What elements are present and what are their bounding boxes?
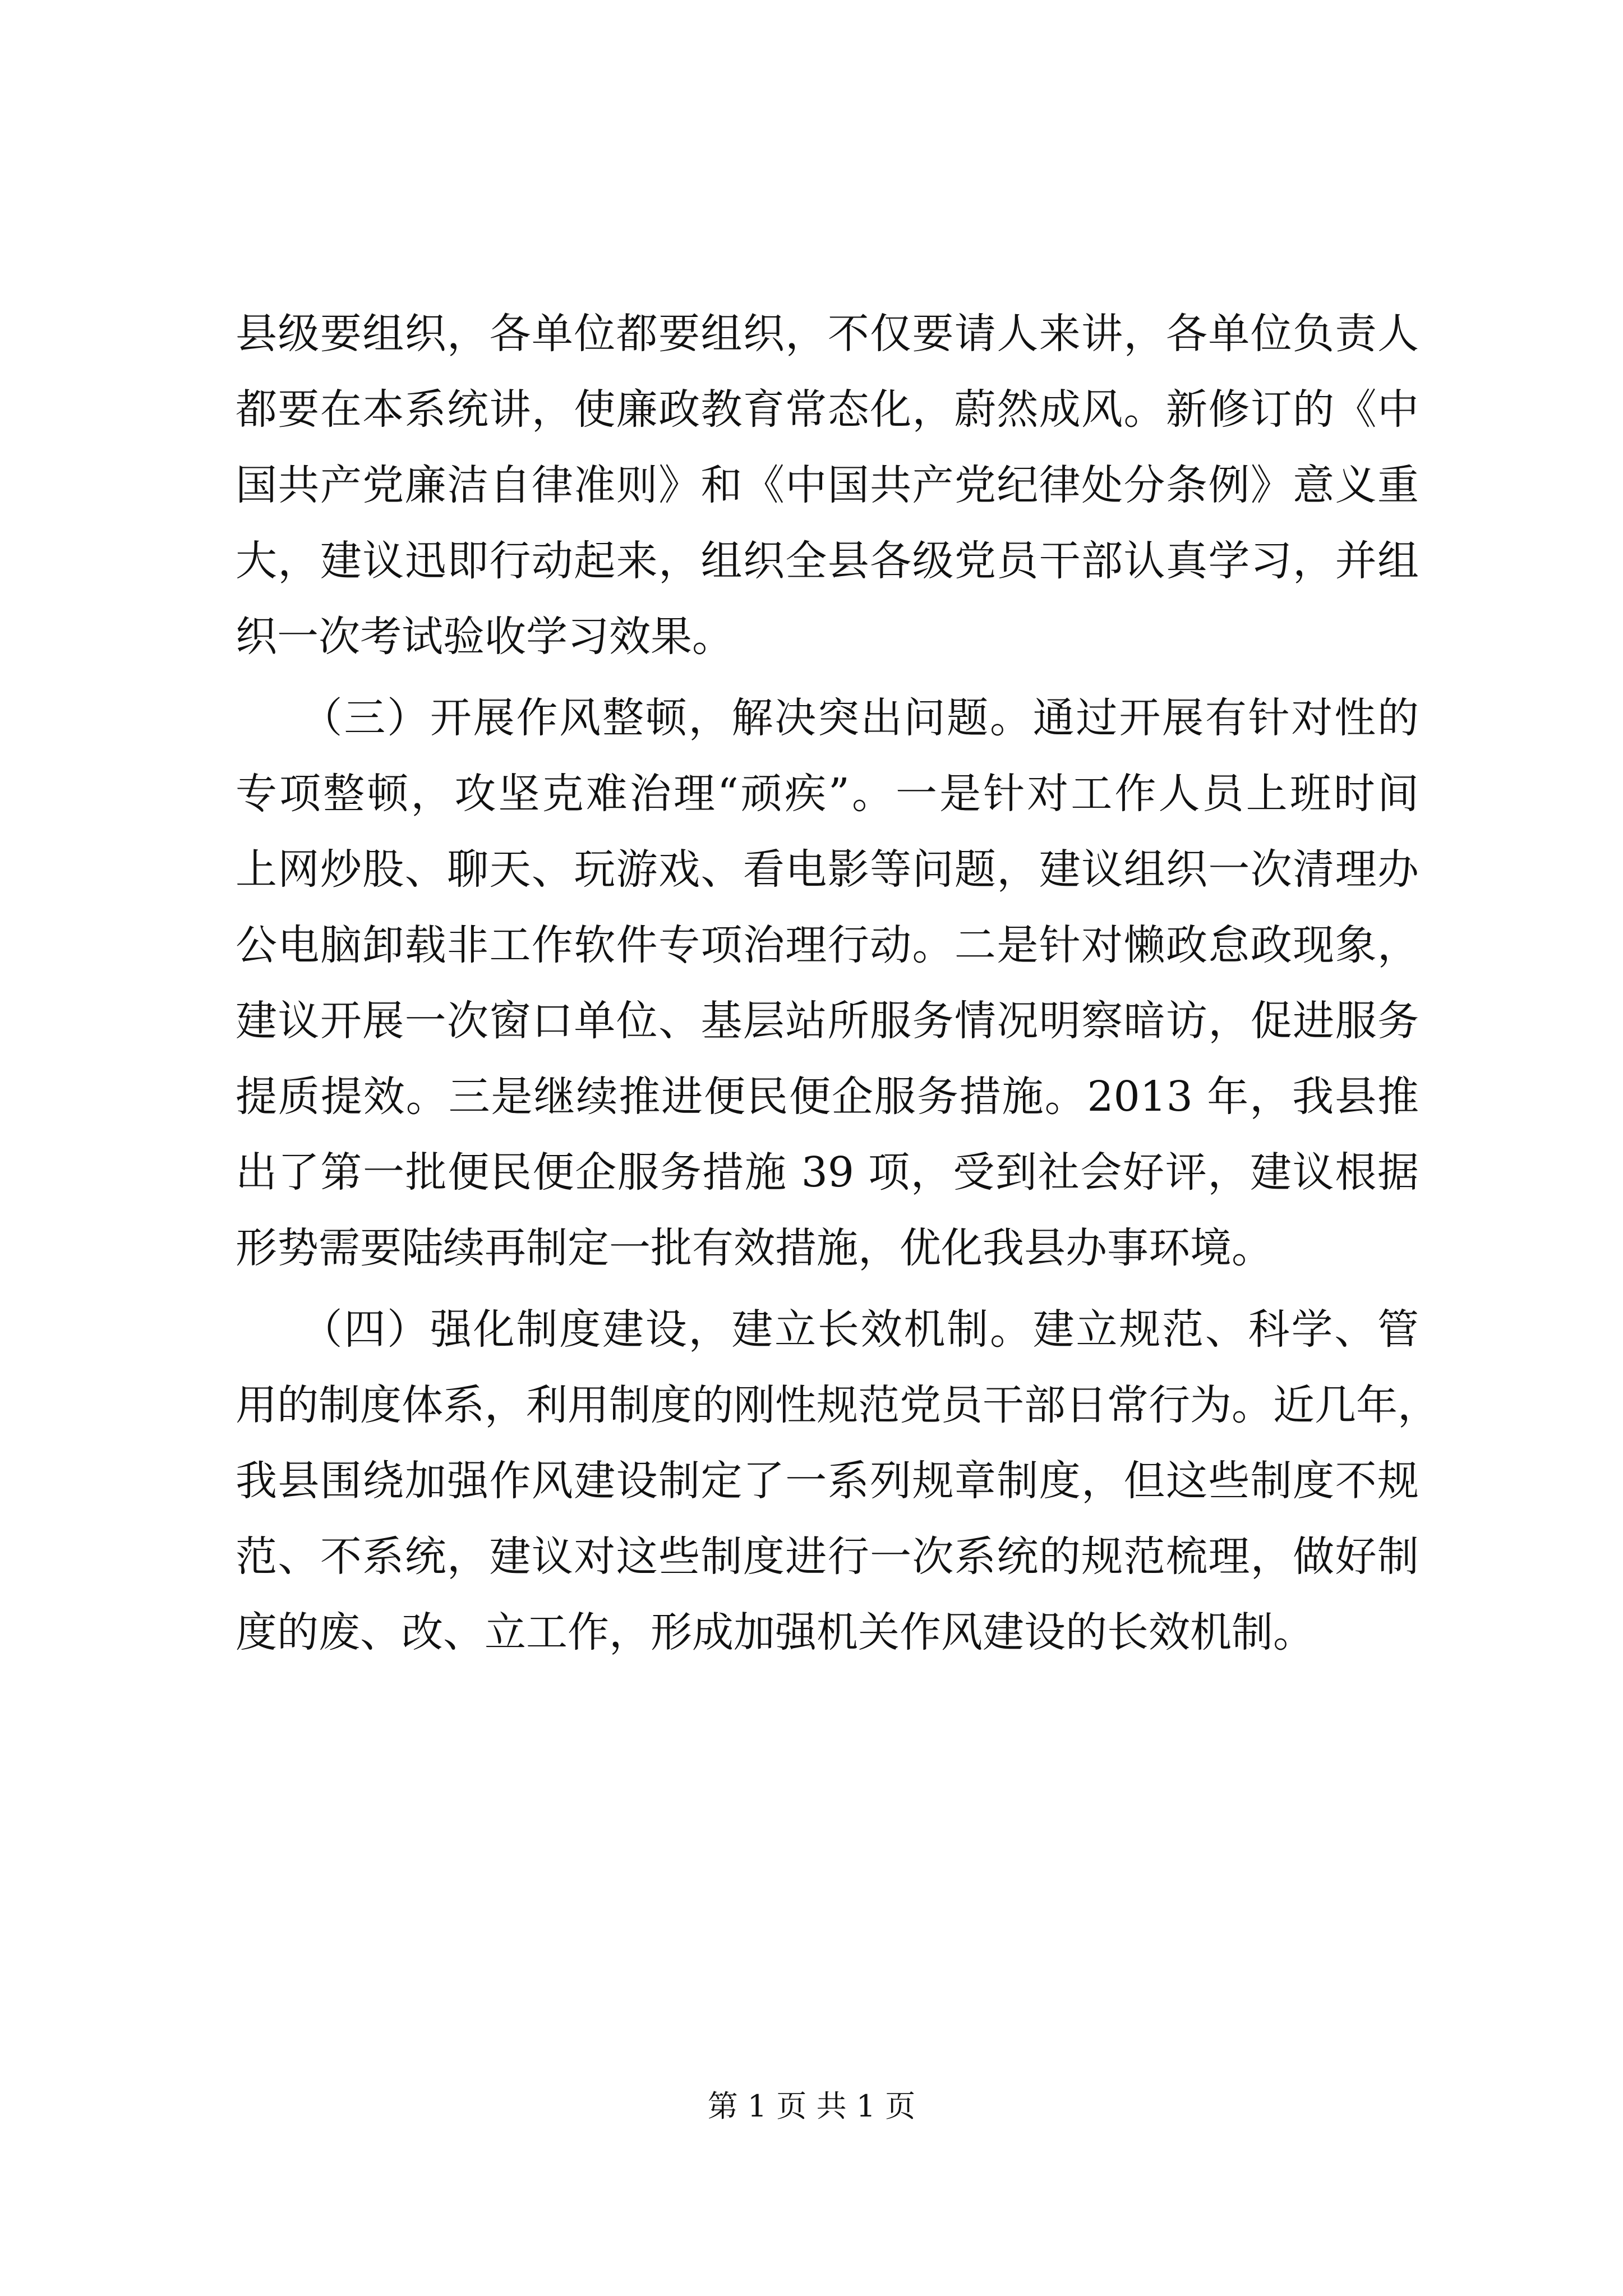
text-line: （四）强化制度建设，建立长效机制。建立规范、科学、管: [236, 1305, 1419, 1354]
document-body: [236, 296, 1439, 1671]
text-line: 建议开展一次窗口单位、基层站所服务情况明察暗访，促进服务: [236, 997, 1419, 1045]
text-line: 大，建议迅即行动起来，组织全县各级党员干部认真学习，并组: [236, 537, 1419, 585]
text-line: 上网炒股、聊天、玩游戏、看电影等问题，建议组织一次清理办: [236, 845, 1419, 894]
text-line: 国共产党廉洁自律准则》和《中国共产党纪律处分条例》意义重: [236, 461, 1419, 509]
text-line: 织一次考试验收学习效果。: [236, 613, 734, 661]
text-line: 形势需要陆续再制定一批有效措施，优化我县办事环境。: [236, 1224, 1273, 1272]
text-line: 我县围绕加强作风建设制定了一系列规章制度，但这些制度不规: [236, 1457, 1419, 1505]
text-line: （三）开展作风整顿，解决突出问题。通过开展有针对性的: [236, 694, 1419, 742]
text-line: 提质提效。三是继续推进便民便企服务措施。2013 年，我县推: [236, 1073, 1419, 1121]
text-line: 出了第一批便民便企服务措施 39 项，受到社会好评，建议根据: [236, 1148, 1419, 1197]
text-line: 用的制度体系，利用制度的刚性规范党员干部日常行为。近几年，: [236, 1381, 1439, 1429]
paragraph: [236, 680, 1419, 1286]
text-line: 度的废、改、立工作，形成加强机关作风建设的长效机制。: [236, 1608, 1315, 1657]
text-line: 县级要组织，各单位都要组织，不仅要请人来讲，各单位负责人: [236, 310, 1419, 358]
text-line: 公电脑卸载非工作软件专项治理行动。二是针对懒政怠政现象，: [236, 921, 1419, 969]
text-line: 都要在本系统讲，使廉政教育常态化，蔚然成风。新修订的《中: [236, 385, 1419, 434]
paragraph: [236, 1292, 1439, 1671]
page-number-footer: 第 1 页 共 1 页: [707, 2088, 916, 2124]
text-line: 范、不系统，建议对这些制度进行一次系统的规范梳理，做好制: [236, 1533, 1419, 1581]
paragraph: [236, 296, 1419, 675]
text-line: 专项整顿，攻坚克难治理“顽疾”。一是针对工作人员上班时间: [236, 770, 1419, 818]
